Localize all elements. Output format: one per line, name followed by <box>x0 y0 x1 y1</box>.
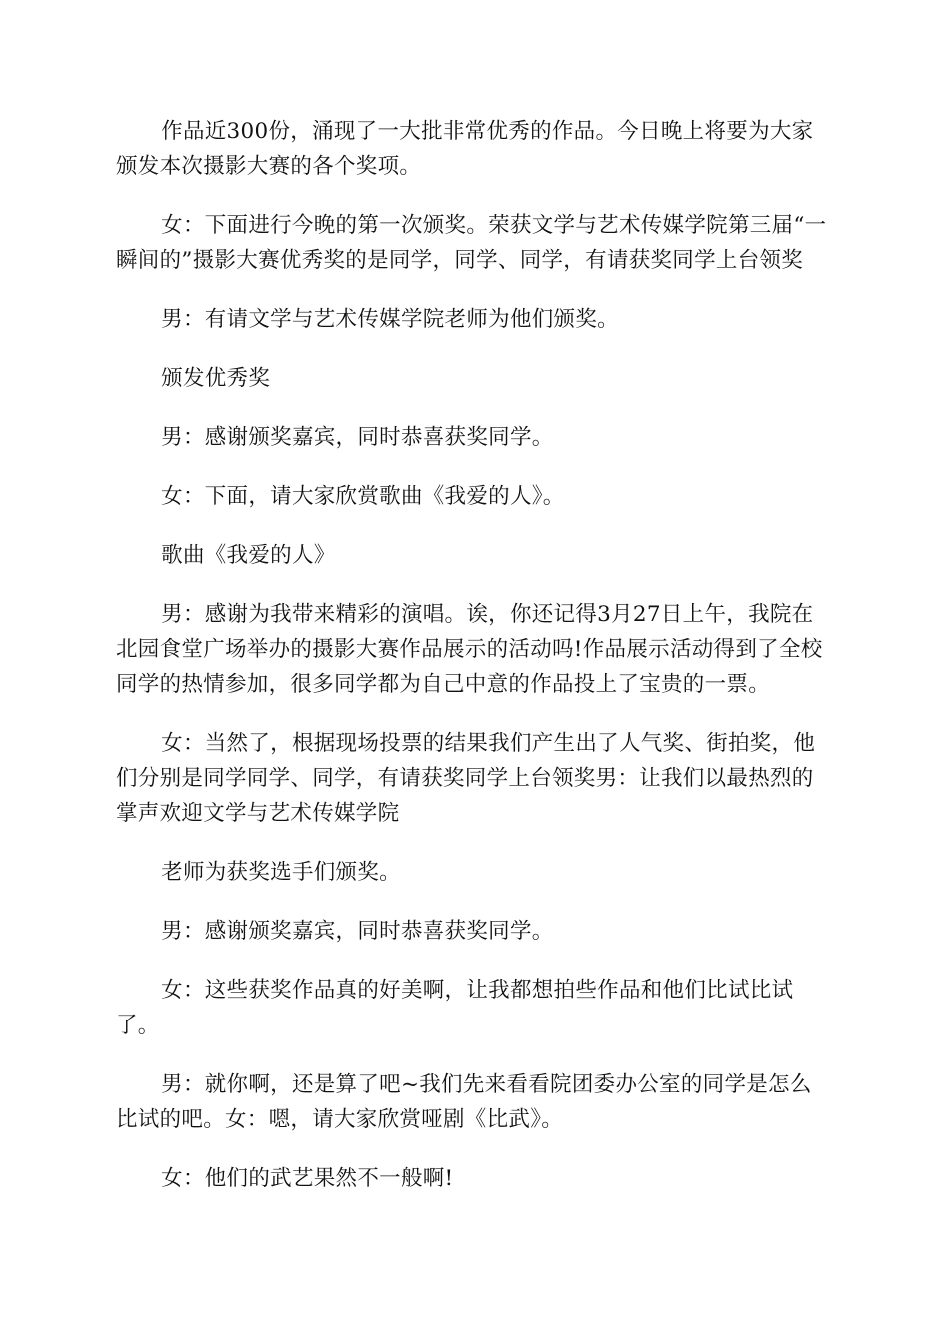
paragraph: 女：他们的武艺果然不一般啊! <box>161 1166 454 1191</box>
paragraph: 歌曲《我爱的人》 <box>161 543 336 568</box>
paragraph: 女：下面，请大家欣赏歌曲《我爱的人》。 <box>161 484 565 509</box>
paragraph: 男：感谢颁奖嘉宾，同时恭喜获奖同学。 <box>161 919 554 944</box>
paragraph: 作品近300份，涌现了一大批非常优秀的作品。今日晚上将要为大家颁发本次摄影大赛的各个奖项。 <box>116 119 814 179</box>
paragraph: 女：下面进行今晚的第一次颁奖。荣获文学与艺术传媒学院第三届“一瞬间的”摄影大赛优秀奖的是同学，同学、同学，有请获奖同学上台领奖 <box>116 213 827 273</box>
paragraph: 颁发优秀奖 <box>161 366 271 391</box>
paragraph: 男：就你啊，还是算了吧~我们先来看看院团委办公室的同学是怎么比试的吧。女：嗯，请大家欣赏哑剧《比武》。 <box>116 1072 812 1132</box>
paragraph: 男：有请文学与艺术传媒学院老师为他们颁奖。 <box>161 307 619 332</box>
paragraph: 老师为获奖选手们颁奖。 <box>161 860 401 885</box>
paragraph: 女：这些获奖作品真的好美啊，让我都想拍些作品和他们比试比试了。 <box>116 978 794 1038</box>
paragraph: 女：当然了，根据现场投票的结果我们产生出了人气奖、街拍奖，他们分别是同学同学、同学，有请获奖同学上台领奖男：让我们以最热烈的掌声欢迎文学与艺术传媒学院 <box>116 731 816 826</box>
paragraph: 男：感谢颁奖嘉宾，同时恭喜获奖同学。 <box>161 425 554 450</box>
paragraph: 男：感谢为我带来精彩的演唱。诶，你还记得3月27日上午，我院在北园食堂广场举办的摄影大赛作品展示的活动吗!作品展示活动得到了全校同学的热情参加，很多同学都为自己中意的作品投上了宝贵的一票。 <box>116 602 823 697</box>
document-body <box>116 114 832 1220</box>
